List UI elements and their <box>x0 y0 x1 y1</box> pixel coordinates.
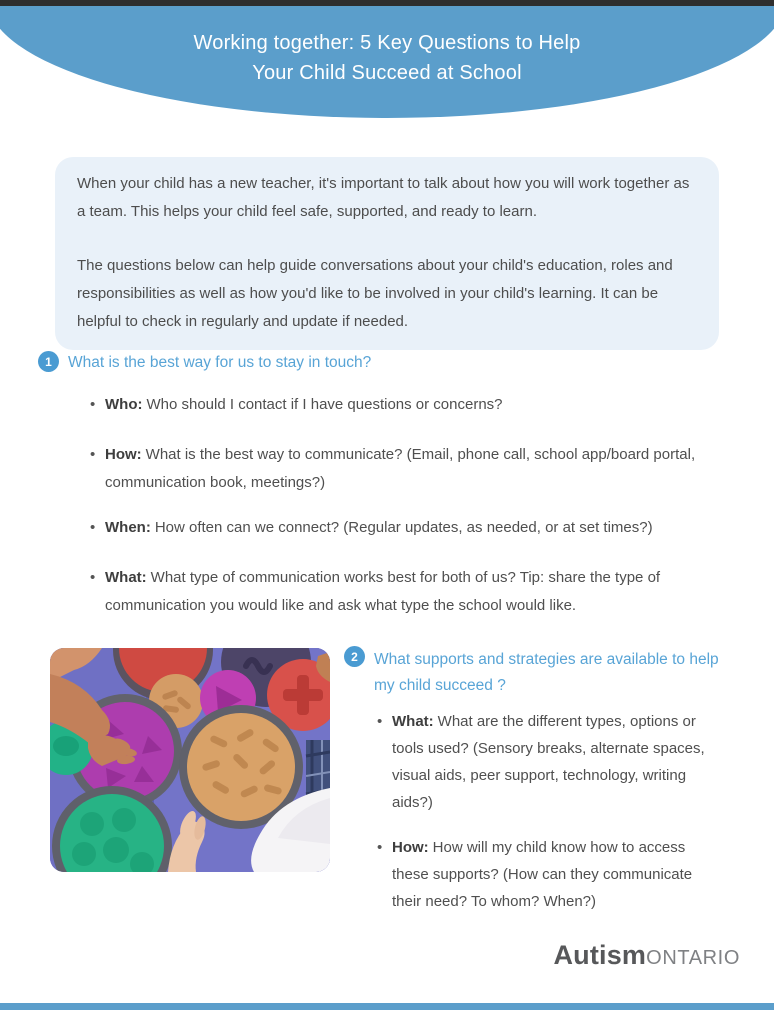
question-1-header <box>38 351 738 374</box>
list-item <box>90 391 710 419</box>
bullet-lead: How: <box>392 839 429 856</box>
sensory-discs-illustration <box>50 648 330 872</box>
question-2-bullet-list <box>377 708 725 915</box>
bullet-lead: What: <box>105 569 147 586</box>
bullet-text: How will my child know how to access these supports? (How can they communicate their need? To whom? When?) <box>392 839 693 910</box>
bullet-text: What is the best way to communicate? (Email, phone call, school app/board portal, communication book, meetings?) <box>105 446 696 491</box>
bottom-blue-strip <box>0 1003 774 1010</box>
list-item <box>377 708 725 816</box>
question-1-title: What is the best way for us to stay in touch? <box>68 354 372 371</box>
section-question-1 <box>38 351 738 620</box>
bullet-text: How often can we connect? (Regular updates, as needed, or at set times?) <box>154 519 653 536</box>
autism-ontario-logo <box>553 940 740 971</box>
page-title-line2: Your Child Succeed at School <box>252 62 522 84</box>
bullet-lead: When: <box>105 519 151 536</box>
top-dark-strip <box>0 0 774 6</box>
list-item <box>90 514 710 542</box>
bullet-text: What type of communication works best for both of us? Tip: share the type of communication you would like and ask what type the school would like. <box>105 569 661 614</box>
question-2-header <box>344 646 744 699</box>
bullet-lead: What: <box>392 713 434 730</box>
intro-box <box>55 157 719 350</box>
question-2-number-badge: 2 <box>344 646 365 667</box>
intro-paragraph-2: The questions below can help guide conversations about your child's education, roles and responsibilities as well as how you'd like to be involved in your child's learning. It can be helpful to check in regularly and update if needed. <box>77 257 673 330</box>
sensory-discs-photo <box>50 648 330 872</box>
section-question-2 <box>344 646 744 915</box>
page-title <box>0 28 774 88</box>
list-item <box>90 441 710 497</box>
question-1-bullet-list <box>90 391 710 620</box>
bullet-text: Who should I contact if I have questions or concerns? <box>146 396 503 413</box>
logo-text-autism: Autism <box>553 940 647 970</box>
list-item <box>377 834 725 915</box>
bullet-lead: Who: <box>105 396 143 413</box>
logo-text-ontario: ONTARIO <box>646 947 740 969</box>
intro-paragraph-1: When your child has a new teacher, it's important to talk about how you will work together as a team. This helps your child feel safe, supported, and ready to learn. <box>77 175 690 220</box>
bullet-lead: How: <box>105 446 142 463</box>
bullet-text: What are the different types, options or tools used? (Sensory breaks, alternate spaces, visual aids, peer support, technology, writing aids?) <box>392 713 705 811</box>
list-item <box>90 564 710 620</box>
question-2-title: What supports and strategies are available to help my child succeed ? <box>374 651 719 694</box>
page-title-line1: Working together: 5 Key Questions to Help <box>193 32 581 54</box>
question-1-number-badge: 1 <box>38 351 59 372</box>
